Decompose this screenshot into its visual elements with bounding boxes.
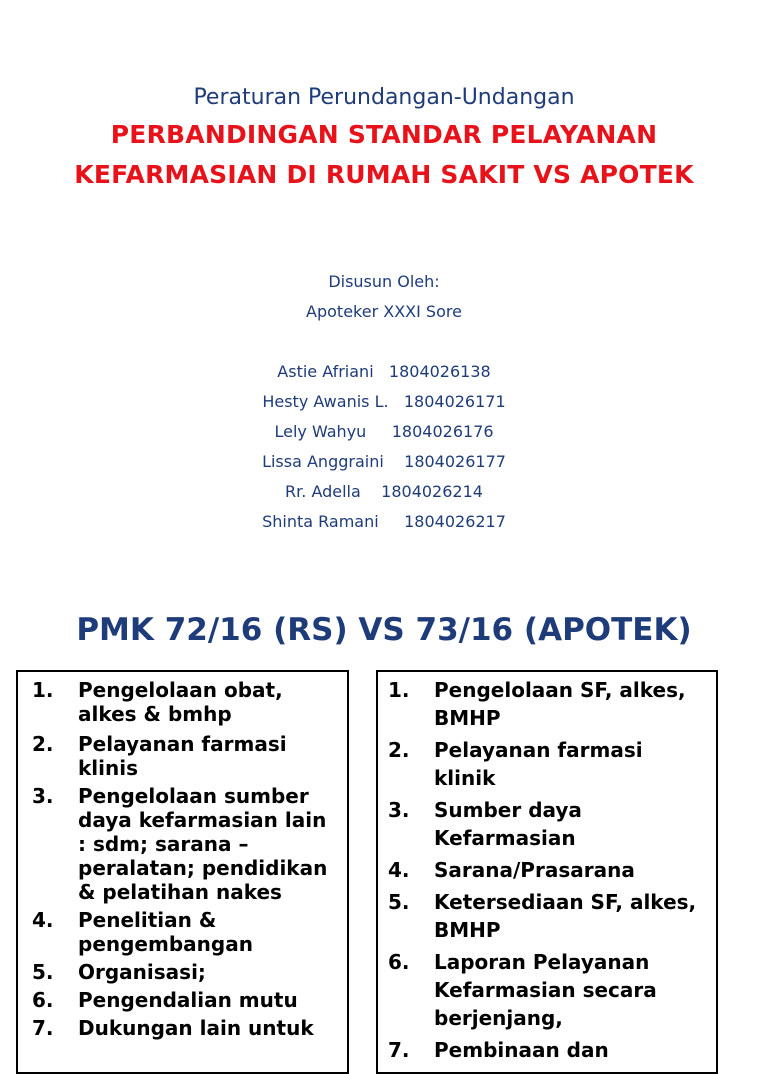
list-item bbox=[32, 784, 337, 904]
credit-group: Apoteker XXXI Sore bbox=[306, 302, 462, 321]
comparison-slide bbox=[0, 576, 768, 1062]
member-id: 1804026176 bbox=[391, 422, 494, 441]
member-row bbox=[0, 392, 768, 422]
member-id: 1804026177 bbox=[404, 452, 506, 471]
item-text: Organisasi; bbox=[78, 960, 206, 984]
list-item bbox=[32, 678, 337, 726]
member-name: Rr. Adella bbox=[285, 482, 361, 501]
member-name: Astie Afriani bbox=[277, 362, 374, 381]
slide-title-line-2: KEFARMASIAN DI RUMAH SAKIT VS APOTEK bbox=[74, 160, 694, 189]
member-name: Shinta Ramani bbox=[262, 512, 379, 531]
item-text: Pengelolaan obat, alkes & bmhp bbox=[78, 678, 283, 726]
item-number: 5. bbox=[388, 890, 410, 914]
member-row bbox=[0, 362, 768, 392]
item-number: 2. bbox=[388, 738, 410, 762]
item-text: Pengelolaan sumber daya kefarmasian lain : sdm; sarana – peralatan; pendidikan & pelatihan nakes bbox=[78, 784, 328, 904]
member-row bbox=[0, 452, 768, 482]
item-number: 5. bbox=[32, 960, 54, 984]
item-number: 7. bbox=[388, 1038, 410, 1062]
list-item bbox=[388, 1036, 706, 1064]
list-item bbox=[388, 856, 706, 884]
member-id: 1804026171 bbox=[403, 392, 506, 411]
member-id: 1804026214 bbox=[381, 482, 483, 501]
list-item bbox=[32, 960, 337, 984]
credit-label: Disusun Oleh: bbox=[328, 272, 440, 291]
member-name: Lissa Anggraini bbox=[262, 452, 384, 471]
list-item bbox=[388, 736, 706, 792]
item-number: 2. bbox=[32, 732, 54, 756]
item-text: Pelayanan farmasi klinis bbox=[78, 732, 287, 780]
list-item bbox=[32, 1016, 337, 1040]
item-text: Dukungan lain untuk bbox=[78, 1016, 314, 1040]
member-name: Hesty Awanis L. bbox=[262, 392, 389, 411]
item-text: Laporan Pelayanan Kefarmasian secara berjenjang, bbox=[434, 950, 657, 1030]
item-number: 6. bbox=[388, 950, 410, 974]
item-text: Pengendalian mutu bbox=[78, 988, 298, 1012]
list-item bbox=[32, 732, 337, 780]
item-number: 7. bbox=[32, 1016, 54, 1040]
list-item bbox=[32, 908, 337, 956]
list-item bbox=[388, 676, 706, 732]
item-number: 1. bbox=[388, 678, 410, 702]
item-number: 4. bbox=[32, 908, 54, 932]
member-id: 1804026217 bbox=[404, 512, 506, 531]
list-item bbox=[388, 888, 706, 944]
item-number: 6. bbox=[32, 988, 54, 1012]
apotek-standard-box bbox=[376, 670, 718, 1074]
item-text: Pembinaan dan bbox=[434, 1038, 609, 1062]
apotek-list bbox=[378, 672, 716, 1064]
item-text: Ketersediaan SF, alkes, BMHP bbox=[434, 890, 697, 942]
rs-list bbox=[18, 672, 347, 1040]
item-number: 4. bbox=[388, 858, 410, 882]
list-item bbox=[388, 796, 706, 852]
member-id: 1804026138 bbox=[388, 362, 491, 381]
member-row bbox=[0, 482, 768, 512]
rs-standard-box bbox=[16, 670, 349, 1074]
member-name: Lely Wahyu bbox=[274, 422, 367, 441]
item-text: Pelayanan farmasi klinik bbox=[434, 738, 643, 790]
member-row bbox=[0, 512, 768, 542]
item-number: 3. bbox=[32, 784, 54, 808]
item-text: Sumber daya Kefarmasian bbox=[434, 798, 582, 850]
comparison-title: PMK 72/16 (RS) VS 73/16 (APOTEK) bbox=[76, 612, 692, 648]
member-list bbox=[0, 362, 768, 542]
item-number: 1. bbox=[32, 678, 54, 702]
member-row bbox=[0, 422, 768, 452]
item-text: Pengelolaan SF, alkes, BMHP bbox=[434, 678, 686, 730]
slide-title-line-1: PERBANDINGAN STANDAR PELAYANAN bbox=[110, 120, 658, 149]
slide-subtitle: Peraturan Perundangan-Undangan bbox=[193, 85, 575, 110]
item-number: 3. bbox=[388, 798, 410, 822]
list-item bbox=[32, 988, 337, 1012]
list-item bbox=[388, 948, 706, 1032]
item-text: Penelitian & pengembangan bbox=[78, 908, 253, 956]
item-text: Sarana/Prasarana bbox=[434, 858, 635, 882]
